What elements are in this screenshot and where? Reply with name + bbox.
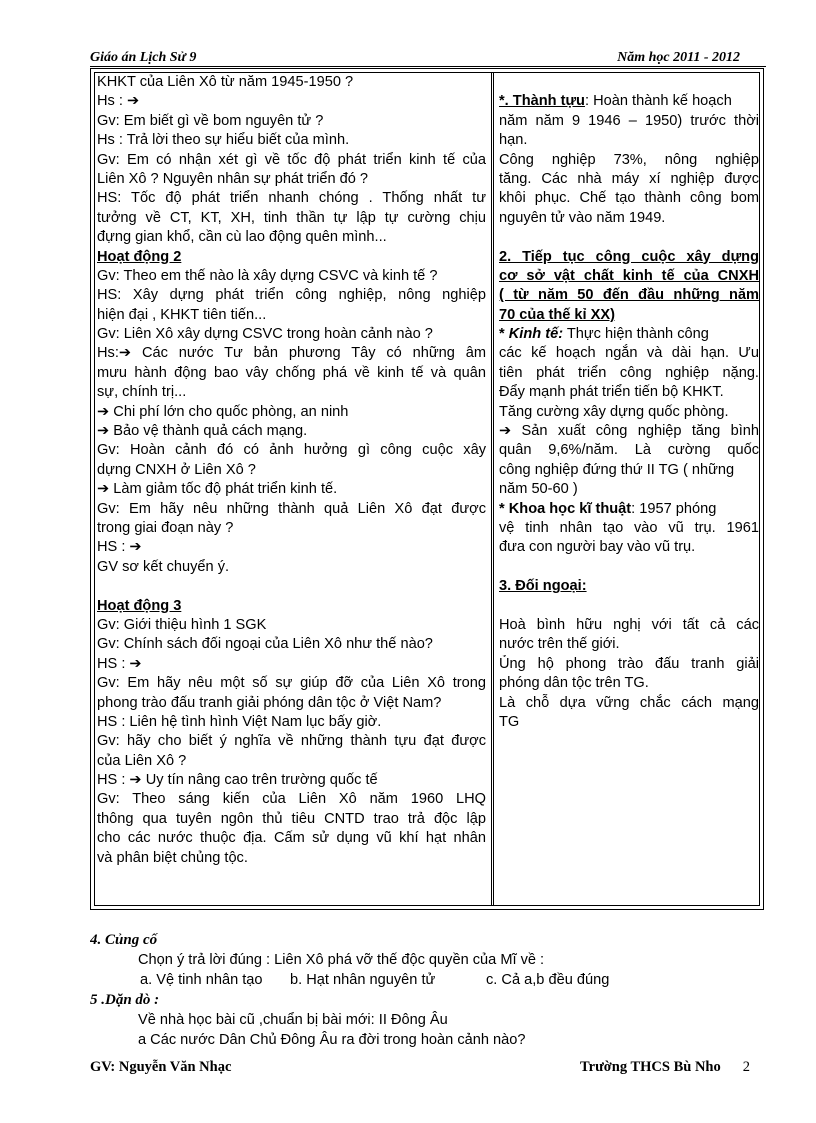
text-line: tiên phát triển công nghiệp nặng.	[499, 364, 759, 381]
lesson-table	[90, 68, 764, 910]
text-line: Công nghiệp 73%, nông nghiệp	[499, 151, 759, 168]
text-line: TG	[499, 713, 520, 730]
text-line: vệ tinh nhân tạo vào vũ trụ. 1961	[499, 519, 759, 536]
lesson-content	[499, 73, 759, 732]
text-line: khôi phục. Chế tạo thành công bom	[499, 190, 759, 207]
text-line: HS : ➔ Uy tín nâng cao trên trường quốc tế	[97, 772, 378, 789]
science-label: * Khoa học kĩ thuật	[499, 500, 632, 517]
lesson-table-inner	[94, 72, 760, 906]
text-line: Gv: Theo sáng kiến của Liên Xô năm 1960 LHQ	[97, 791, 486, 808]
text-line: HS: Tốc độ phát triển nhanh chóng . Thống nhất tư	[97, 190, 486, 207]
text-line: đưa con người bay vào vũ trụ.	[499, 539, 696, 556]
consolidation-question: Chọn ý trả lời đúng : Liên Xô phá vỡ thế độc quyền của Mĩ về :	[138, 952, 545, 968]
text-line: dựng CNXH ở Liên Xô ?	[97, 461, 256, 478]
text-line: mưu hành động bao vây chống phá về kinh tế và quân	[97, 364, 486, 381]
text-line: Liên Xô ? Nguyên nhân sự phát triển đó ?	[97, 170, 369, 187]
text-line: GV sơ kết chuyển ý.	[97, 558, 230, 575]
text-line: ➔ Làm giảm tốc độ phát triển kinh tế.	[97, 481, 338, 498]
option-c: c. Cả a,b đều đúng	[486, 972, 610, 988]
consolidation-heading: 4. Củng cố	[90, 932, 158, 948]
activity-3-heading: Hoạt động 3	[97, 597, 182, 614]
text-line: phóng dân tộc trên TG.	[499, 675, 649, 692]
text-line: HS : ➔	[97, 655, 142, 672]
option-b: b. Hạt nhân nguyên tử	[290, 972, 436, 988]
text-line: Là chỗ dựa vững chắc cách mạng	[499, 694, 759, 711]
text-span: : 1957 phóng	[631, 500, 717, 517]
text-line: HS: Xây dựng phát triển công nghiệp, nông nghiệp	[97, 287, 486, 304]
text-line: quân 9,6%/năm. Là cường quốc	[499, 442, 759, 459]
spacer	[499, 597, 759, 616]
text-line: sự, chính trị...	[97, 384, 187, 401]
text-line: trong giai đoạn này ?	[97, 519, 234, 536]
spacer	[499, 228, 759, 247]
text-line: Gv: Em biết gì về bom nguyên tử ?	[97, 112, 324, 129]
homework-line: a Các nước Dân Chủ Đông Âu ra đời trong hoàn cảnh nào?	[138, 1032, 526, 1048]
economy-line	[499, 325, 759, 344]
achievements-line	[499, 92, 759, 111]
text-line: thông qua tuyên ngôn thủ tiêu CNTD trao trả độc lập	[97, 810, 486, 827]
spacer	[499, 558, 759, 577]
homework-heading: 5 .Dặn dò :	[90, 992, 160, 1008]
section-2-heading: cơ sở vật chất kinh tế của CNXH	[499, 267, 759, 284]
text-line: Hs : Trả lời theo sự hiểu biết của mình.	[97, 132, 350, 149]
footer-right	[580, 1059, 750, 1076]
text-line: Tăng cường xây dựng quốc phòng.	[499, 403, 729, 420]
text-line: KHKT của Liên Xô từ năm 1945-1950 ?	[97, 74, 354, 90]
economy-label: Kinh tế:	[508, 326, 564, 343]
text-line: năm 50-60 )	[499, 481, 578, 498]
text-line: và phân biệt chủng tộc.	[97, 849, 248, 866]
text-line: Gv: Em hãy nêu một số sự giúp đỡ của Liên Xô trong	[97, 675, 486, 692]
section-3-heading: 3. Đối ngoại:	[499, 578, 587, 595]
text-line: nguyên tử vào năm 1949.	[499, 209, 666, 226]
school-name: Trường THCS Bù Nho	[580, 1059, 721, 1075]
text-line: HS : ➔	[97, 539, 142, 556]
section-2-heading: 70 của thế kỉ XX)	[499, 306, 615, 323]
text-line: đựng gian khổ, cần cù lao động quên mình...	[97, 229, 387, 246]
text-line: Gv: Giới thiệu hình 1 SGK	[97, 616, 267, 633]
answer-options	[90, 970, 770, 990]
teacher-name: GV: Nguyễn Văn Nhạc	[90, 1059, 232, 1075]
option-a: a. Vệ tinh nhân tạo	[140, 972, 263, 988]
text-line: Gv: Chính sách đối ngoại của Liên Xô như thế nào?	[97, 636, 433, 653]
text-line: các kế hoạch ngắn và dài hạn. Ưu	[499, 345, 759, 362]
text-line: nước trên thế giới.	[499, 636, 620, 653]
homework-line: Về nhà học bài cũ ,chuẩn bị bài mới: II Đông Âu	[138, 1012, 448, 1028]
header-rule	[90, 66, 766, 67]
text-line: hiện đại , KHKT tiên tiến...	[97, 306, 267, 323]
header-lesson-plan: Giáo án Lịch Sử 9	[90, 50, 197, 65]
science-line	[499, 500, 759, 519]
text-line: ➔ Sản xuất công nghiệp tăng bình	[499, 423, 759, 440]
text-line: Ủng hộ phong trào đấu tranh giải	[499, 655, 759, 672]
text-line: Hs:➔ Các nước Tư bản phương Tây có những âm	[97, 345, 486, 362]
text-line: Gv: Hoàn cảnh đó có ảnh hưởng gì công cuộc xây	[97, 442, 486, 459]
text-line: hạn.	[499, 132, 528, 149]
text-line: phong trào đấu tranh giải phóng dân tộc ở Việt Nam?	[97, 694, 442, 711]
text-span: Thực hiện thành công	[563, 326, 709, 343]
text-line: của Liên Xô ?	[97, 752, 187, 769]
text-line: Gv: Em hãy nêu những thành quả Liên Xô đạt được	[97, 500, 486, 517]
achievements-label: *. Thành tựu	[499, 93, 585, 110]
section-2-heading: ( từ năm 50 đến đầu những năm	[499, 287, 759, 304]
text-line: HS : Liên hệ tình hình Việt Nam lục bấy giờ.	[97, 713, 382, 730]
activity-2-heading: Hoạt động 2	[97, 248, 182, 265]
text-line: Hs : ➔	[97, 93, 140, 110]
text-line: công nghiệp đứng thứ II TG ( những	[499, 461, 735, 478]
text-line: Gv: hãy cho biết ý nghĩa về những thành tựu đạt được	[97, 733, 486, 750]
text-line: Hoà bình hữu nghị với tất cả các	[499, 616, 759, 633]
section-2-heading: 2. Tiếp tục công cuộc xây dựng	[499, 248, 759, 265]
text-line: Gv: Liên Xô xây dựng CSVC trong hoàn cảnh nào ?	[97, 326, 433, 343]
header-school-year: Năm học 2011 - 2012	[617, 50, 740, 65]
spacer	[97, 577, 486, 596]
text-line: ➔ Chi phí lớn cho quốc phòng, an ninh	[97, 403, 349, 420]
text-span: *	[499, 326, 509, 343]
text-line: Đẩy mạnh phát triển tiến bộ KHKT.	[499, 384, 724, 401]
text-line: tăng. Các nhà máy xí nghiệp được	[499, 170, 759, 187]
spacer	[499, 73, 759, 92]
column-divider	[491, 73, 494, 905]
consolidation-section	[90, 930, 770, 1050]
text-span: : Hoàn thành kế hoạch	[584, 93, 732, 110]
page-footer	[90, 1059, 750, 1079]
text-line: năm năm 9 1946 – 1950) trước thời	[499, 112, 759, 129]
teacher-student-activities	[97, 73, 486, 868]
text-line: tưởng về CT, KT, XH, tinh thần tự lập tự cường chịu	[97, 209, 486, 226]
page-number: 2	[742, 1059, 750, 1075]
text-line: Gv: Theo em thế nào là xây dựng CSVC và kinh tế ?	[97, 267, 438, 284]
text-line: cho các nước thuộc địa. Cấm sử dụng vũ khí hạt nhân	[97, 830, 486, 847]
text-line: Gv: Em có nhận xét gì về tốc độ phát triển kinh tế của	[97, 151, 486, 168]
text-line: ➔ Bảo vệ thành quả cách mạng.	[97, 423, 308, 440]
